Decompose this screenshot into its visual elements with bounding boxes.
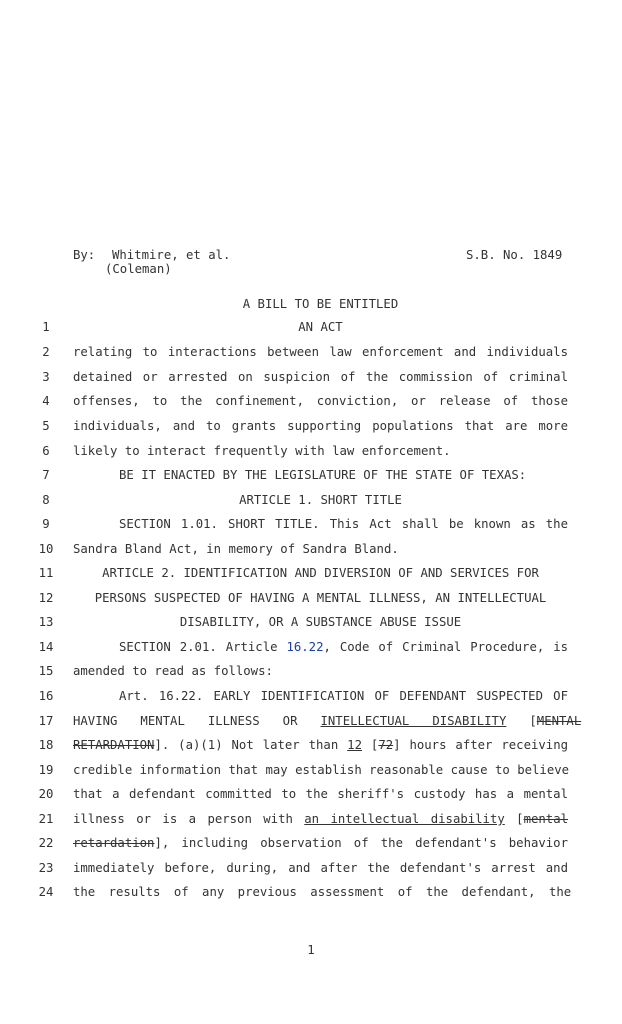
line-number: 24: [38, 885, 54, 899]
line-number: 7: [42, 468, 50, 482]
inserted-text: 12: [347, 738, 362, 752]
article-heading: ARTICLE 1. SHORT TITLE: [239, 493, 402, 507]
line-number: 15: [38, 664, 54, 678]
text-line: [73, 640, 568, 654]
bill-number: S.B. No. 1849: [466, 248, 563, 262]
line-number: 4: [42, 394, 50, 408]
article-heading: DISABILITY, OR A SUBSTANCE ABUSE ISSUE: [179, 615, 462, 629]
line-number: 20: [38, 787, 54, 801]
text-line: the results of any previous assessment of the defendant, the: [73, 885, 572, 899]
text-segment: ] hours after receiving: [393, 738, 569, 752]
line-number: 8: [42, 493, 50, 507]
text-line: [73, 738, 568, 752]
line-number: 23: [38, 861, 54, 875]
text-segment: ], including observation of the defendant's behavior: [154, 836, 568, 850]
line-number: 17: [38, 714, 54, 728]
line-number: 3: [42, 370, 50, 384]
enacting-clause: BE IT ENACTED BY THE LEGISLATURE OF THE STATE OF TEXAS:: [119, 468, 527, 482]
text-segment: , Code of Criminal Procedure, is: [323, 640, 568, 654]
text-segment: [: [361, 738, 379, 752]
line-number: 10: [38, 542, 54, 556]
line-number: 9: [42, 517, 50, 531]
line-number: 11: [38, 566, 54, 580]
line-number: 13: [38, 615, 54, 629]
line-number: 22: [38, 836, 54, 850]
article-heading: PERSONS SUSPECTED OF HAVING A MENTAL ILLNESS, AN INTELLECTUAL: [94, 591, 547, 605]
text-segment: ]. (a)(1) Not later than: [154, 738, 348, 752]
line-number: 14: [38, 640, 54, 654]
inserted-text: INTELLECTUAL DISABILITY: [320, 714, 507, 728]
text-line: offenses, to the confinement, conviction, or release of those: [73, 394, 568, 408]
article-heading: ARTICLE 2. IDENTIFICATION AND DIVERSION OF AND SERVICES FOR: [102, 566, 539, 580]
text-segment: [: [504, 812, 524, 826]
text-line: that a defendant committed to the sheriff's custody has a mental: [73, 787, 568, 801]
text-segment: HAVING MENTAL ILLNESS OR: [73, 714, 321, 728]
by-label: By:: [73, 248, 96, 262]
line-number: 5: [42, 419, 50, 433]
text-line: detained or arrested on suspicion of the commission of criminal: [73, 370, 568, 384]
text-segment: SECTION 2.01. Article: [119, 640, 287, 654]
line-number: 2: [42, 345, 50, 359]
line-number: 19: [38, 763, 54, 777]
text-line: relating to interactions between law enforcement and individuals: [73, 345, 568, 359]
act-heading: AN ACT: [298, 320, 343, 334]
line-number: 1: [42, 320, 50, 334]
sponsor: (Coleman): [105, 262, 172, 276]
text-line: immediately before, during, and after the defendant's arrest and: [73, 861, 568, 875]
line-number: 16: [38, 689, 54, 703]
text-line: [73, 836, 568, 850]
line-number: 6: [42, 444, 50, 458]
inserted-text: an intellectual disability: [304, 812, 505, 826]
text-segment: illness or is a person with: [73, 812, 305, 826]
text-line: SECTION 1.01. SHORT TITLE. This Act shall be known as the: [119, 517, 568, 531]
bill-title: A BILL TO BE ENTITLED: [242, 297, 399, 311]
text-segment: [: [506, 714, 537, 728]
text-line: likely to interact frequently with law enforcement.: [73, 444, 451, 458]
deleted-text: 72: [378, 738, 394, 752]
text-line: Sandra Bland Act, in memory of Sandra Bland.: [73, 542, 399, 556]
deleted-text: retardation: [73, 836, 155, 850]
text-line: credible information that may establish reasonable cause to believe: [73, 763, 570, 777]
line-number: 21: [38, 812, 54, 826]
text-line: amended to read as follows:: [73, 664, 273, 678]
authors: Whitmire, et al.: [112, 248, 231, 262]
deleted-text: RETARDATION: [73, 738, 155, 752]
text-line: [73, 714, 582, 728]
deleted-text: mental: [523, 812, 568, 826]
deleted-text: MENTAL: [536, 714, 582, 728]
text-line: [73, 812, 568, 826]
page-number: 1: [307, 943, 315, 957]
line-number: 12: [38, 591, 54, 605]
article-link[interactable]: 16.22: [286, 640, 324, 654]
line-number: 18: [38, 738, 54, 752]
text-line: individuals, and to grants supporting populations that are more: [73, 419, 568, 433]
text-line: Art. 16.22. EARLY IDENTIFICATION OF DEFENDANT SUSPECTED OF: [119, 689, 568, 703]
